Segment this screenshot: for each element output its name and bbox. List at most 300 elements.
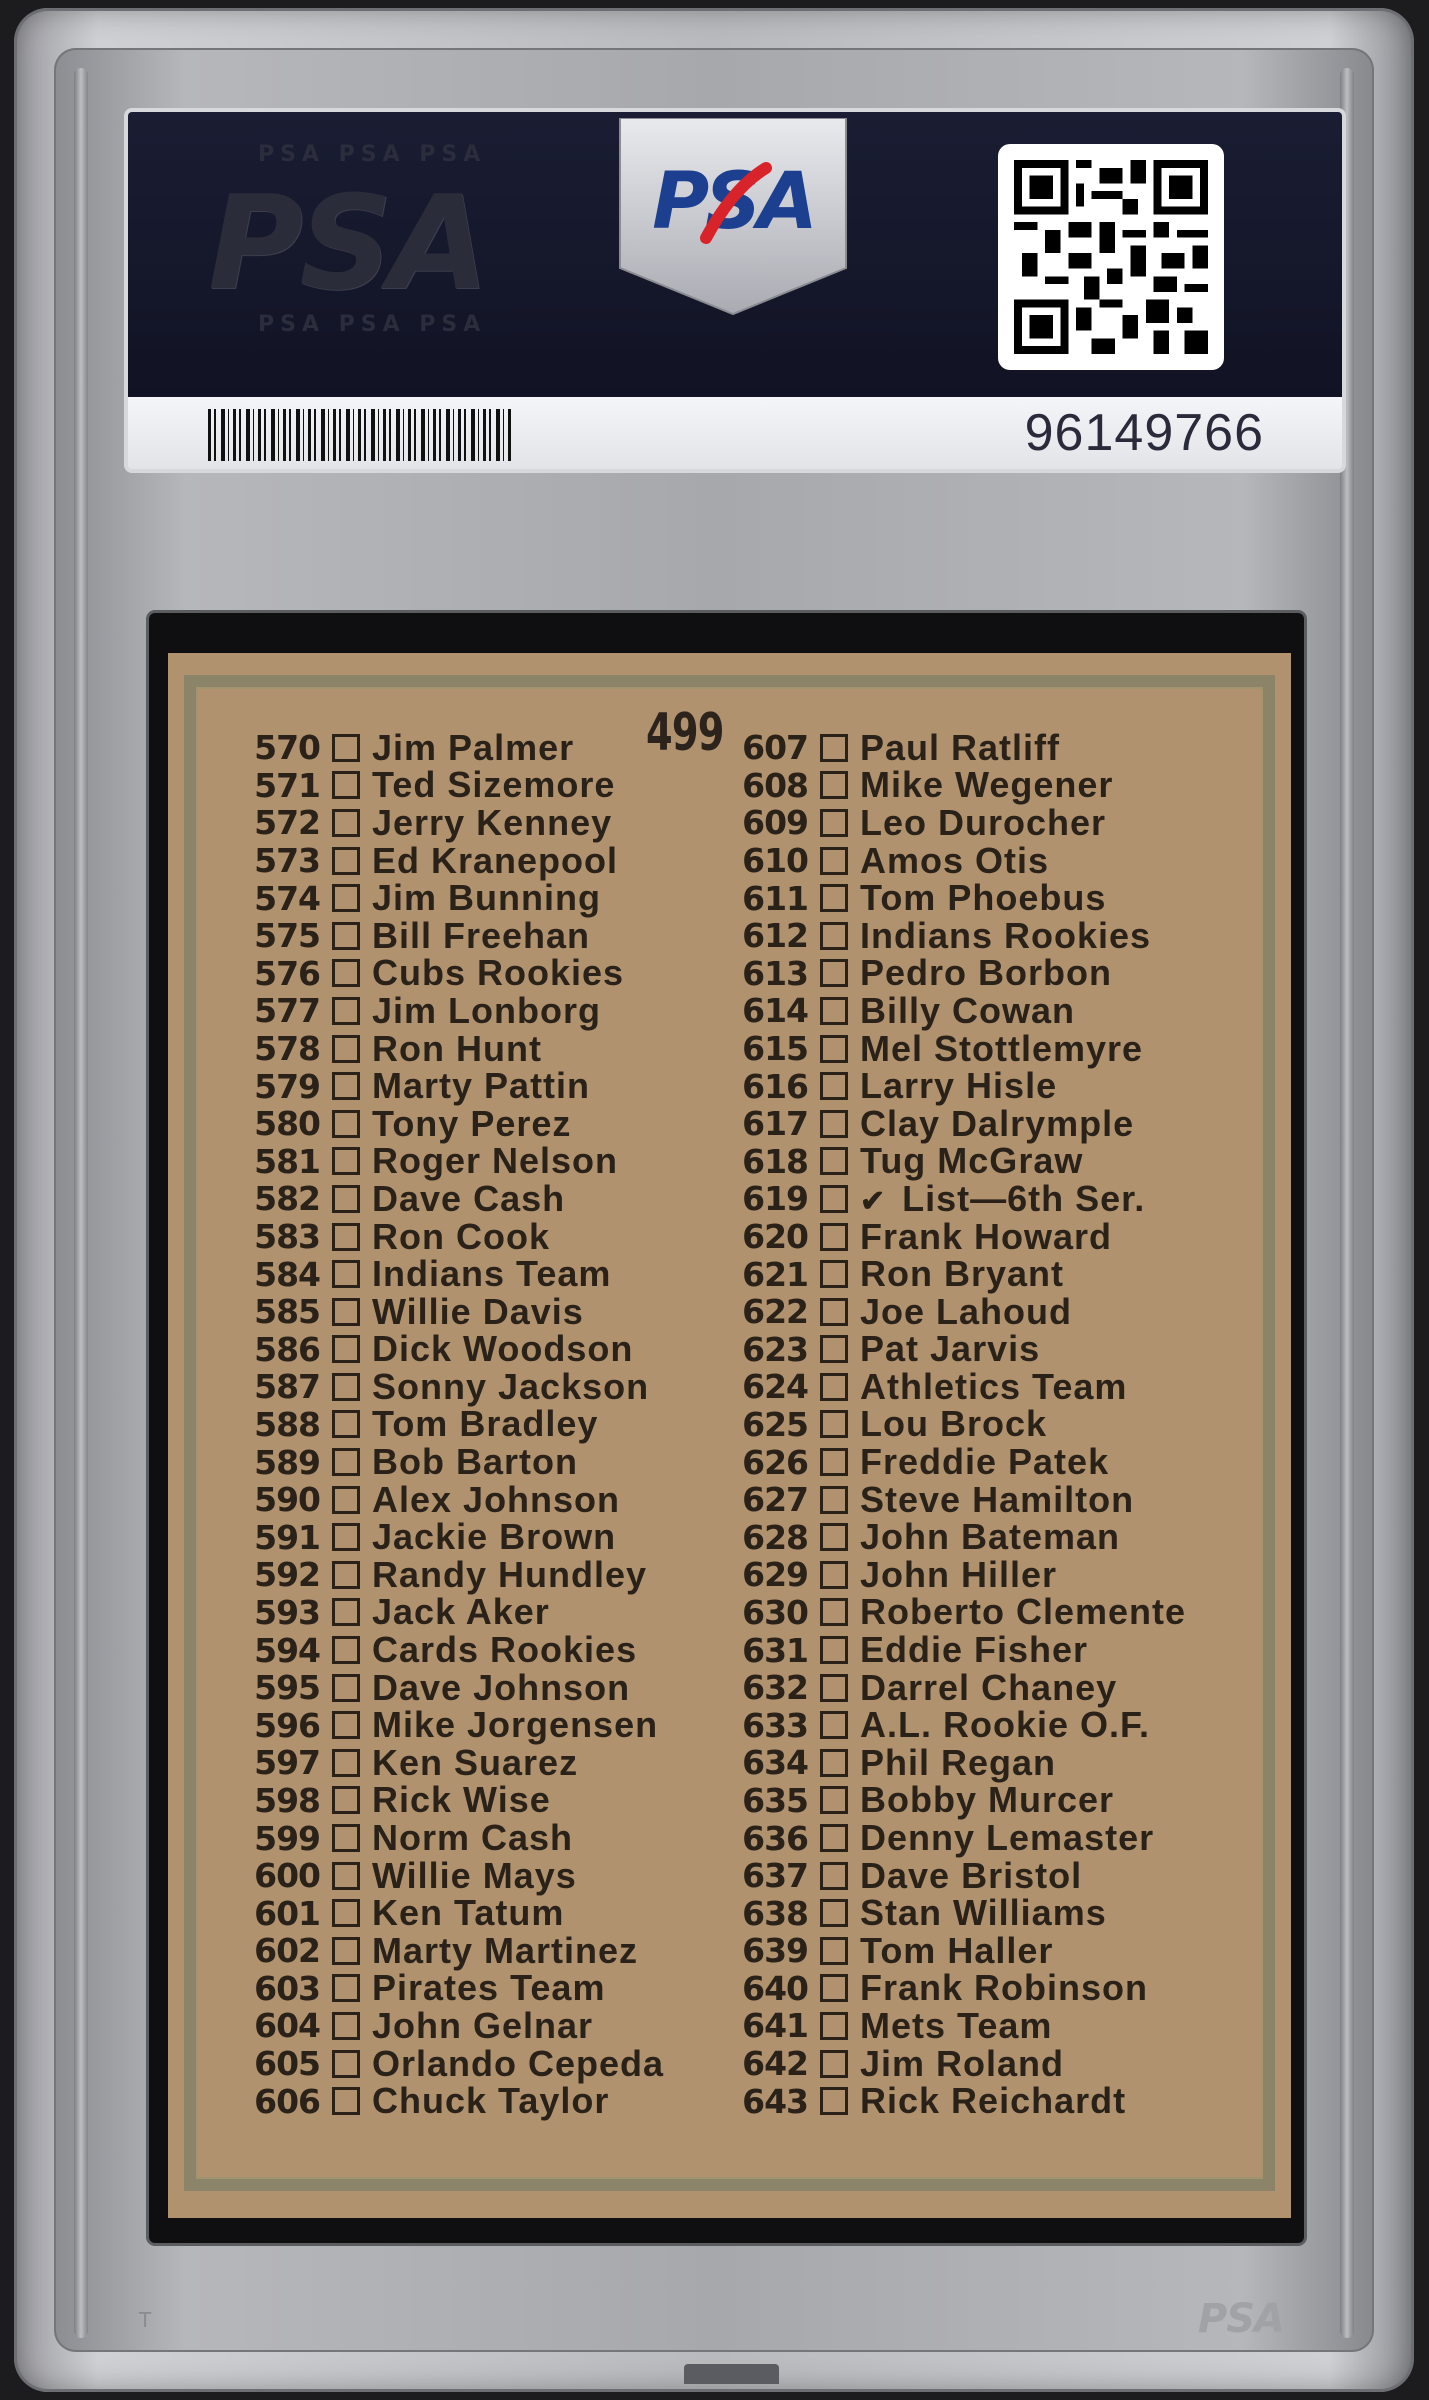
checklist-player-name: Mets Team <box>860 2004 1053 2046</box>
checklist-number: 606 <box>254 2081 320 2121</box>
checklist-row <box>736 801 1186 843</box>
checklist-row <box>248 1328 664 1370</box>
checkbox-icon <box>820 1410 848 1438</box>
cert-number: 96149766 <box>1024 404 1264 462</box>
checklist-player-name: Chuck Taylor <box>372 2080 610 2122</box>
checklist-player-name: Marty Pattin <box>372 1065 591 1107</box>
checklist-number: 629 <box>742 1555 808 1595</box>
checklist-number: 586 <box>254 1329 320 1369</box>
checklist-row <box>736 1365 1186 1407</box>
checklist-row <box>248 1591 664 1633</box>
slab-rail-left <box>74 68 88 2338</box>
checklist-row <box>248 1290 664 1332</box>
checklist-number: 622 <box>742 1292 808 1332</box>
checkbox-icon <box>332 1937 360 1965</box>
checklist-number: 590 <box>254 1480 320 1520</box>
checklist-player-name: Tom Haller <box>860 1929 1054 1971</box>
checklist-row <box>736 1027 1186 1069</box>
checklist-player-name-text: List—6th Ser. <box>902 1177 1146 1219</box>
checklist-number: 638 <box>742 1893 808 1933</box>
checklist-row <box>736 1967 1186 2009</box>
checklist-row <box>248 1929 664 1971</box>
checkbox-icon <box>820 1147 848 1175</box>
checklist-player-name: Dave Johnson <box>372 1666 631 1708</box>
checkbox-icon <box>332 1448 360 1476</box>
checklist-player-name: John Hiller <box>860 1553 1058 1595</box>
checklist-column-right <box>736 726 1187 2122</box>
checklist-row <box>736 1403 1186 1445</box>
checklist-player-name: John Gelnar <box>372 2004 594 2046</box>
checklist-number: 642 <box>742 2044 808 2084</box>
checklist-number: 579 <box>254 1066 320 1106</box>
checklist-player-name: Ron Hunt <box>372 1027 542 1069</box>
checkbox-icon <box>332 1110 360 1138</box>
checkbox-icon <box>820 884 848 912</box>
checklist-number: 618 <box>742 1141 808 1181</box>
checklist-player-name: Jerry Kenney <box>372 801 613 843</box>
checkbox-icon <box>332 1749 360 1777</box>
checklist-player-name: Ken Tatum <box>372 1892 565 1934</box>
checklist-player-name: Phil Regan <box>860 1741 1057 1783</box>
checkbox-icon <box>332 1899 360 1927</box>
checkbox-icon <box>820 1711 848 1739</box>
checklist-number: 593 <box>254 1592 320 1632</box>
checklist-player-name: Cards Rookies <box>372 1629 638 1671</box>
checklist-row <box>736 1140 1186 1182</box>
checklist-row <box>736 764 1186 806</box>
checklist-player-name: Steve Hamilton <box>860 1478 1135 1520</box>
checklist-number: 623 <box>742 1329 808 1369</box>
checkbox-icon <box>820 1786 848 1814</box>
checklist-player-name: Mike Wegener <box>860 764 1114 806</box>
checklist-player-name: Willie Davis <box>372 1290 584 1332</box>
checkbox-icon <box>332 1223 360 1251</box>
checkbox-icon <box>332 1260 360 1288</box>
checklist-number: 605 <box>254 2044 320 2084</box>
checklist-row <box>736 1478 1186 1520</box>
checklist-card <box>168 653 1291 2218</box>
checklist-player-name: Tom Phoebus <box>860 877 1107 919</box>
checkbox-icon <box>820 922 848 950</box>
checklist-player-name: Jim Roland <box>860 2042 1065 2084</box>
psa-slab <box>14 8 1414 2392</box>
checklist-row <box>248 801 664 843</box>
checklist-number: 641 <box>742 2006 808 2046</box>
checklist-number: 604 <box>254 2006 320 2046</box>
checklist-row <box>248 1518 664 1556</box>
checkbox-icon <box>332 922 360 950</box>
checkbox-icon <box>820 1448 848 1476</box>
checklist-number: 608 <box>742 765 808 805</box>
checklist-column-left <box>248 726 665 2122</box>
checklist-player-name: Indians Rookies <box>860 914 1152 956</box>
checklist-number: 621 <box>742 1254 808 1294</box>
checkbox-icon <box>332 1298 360 1326</box>
checklist-player-name: Roberto Clemente <box>860 1591 1187 1633</box>
checkmark-icon: ✔ <box>860 1184 887 1218</box>
checklist-number: 578 <box>254 1029 320 1069</box>
checklist-row <box>736 879 1186 917</box>
checklist-row <box>736 1067 1186 1105</box>
checklist-number: 603 <box>254 1968 320 2008</box>
checkbox-icon <box>332 1410 360 1438</box>
checklist-number: 595 <box>254 1668 320 1708</box>
checklist-row <box>736 1779 1186 1821</box>
checklist-number: 635 <box>742 1780 808 1820</box>
checklist-player-name: Leo Durocher <box>860 801 1107 843</box>
checklist-row <box>736 1854 1186 1896</box>
checklist-row <box>736 1177 1186 1219</box>
checklist-player-name: Frank Robinson <box>860 1967 1149 2009</box>
checklist-player-name: Pat Jarvis <box>860 1328 1041 1370</box>
checkbox-icon <box>332 2050 360 2078</box>
checklist-player-name: Amos Otis <box>860 839 1050 881</box>
checkbox-icon <box>332 997 360 1025</box>
checklist-number: 570 <box>254 728 320 768</box>
checklist-number: 598 <box>254 1780 320 1820</box>
checkbox-icon <box>820 1636 848 1664</box>
checklist-player-name: Jack Aker <box>372 1591 550 1633</box>
psa-watermark-small-bottom: PSA PSA PSA <box>258 312 487 337</box>
checklist-player-name: Darrel Chaney <box>860 1666 1118 1708</box>
checklist-player-name: Eddie Fisher <box>860 1629 1089 1671</box>
checklist-number: 591 <box>254 1517 320 1557</box>
checklist-number: 607 <box>742 728 808 768</box>
checklist-number: 581 <box>254 1141 320 1181</box>
checklist-row <box>248 1854 664 1896</box>
checklist-number: 582 <box>254 1179 320 1219</box>
checklist-row <box>736 1706 1186 1744</box>
checklist-player-name: Ted Sizemore <box>372 764 616 806</box>
checkbox-icon <box>820 1486 848 1514</box>
checklist-player-name: Joe Lahoud <box>860 1290 1073 1332</box>
checklist-row <box>736 1819 1186 1857</box>
checklist-row <box>248 1140 664 1182</box>
checklist-number: 592 <box>254 1555 320 1595</box>
checklist-number: 632 <box>742 1668 808 1708</box>
checklist-player-name: Marty Martinez <box>372 1929 639 1971</box>
checklist-number: 599 <box>254 1818 320 1858</box>
label-footer <box>128 397 1342 473</box>
checkbox-icon <box>332 1862 360 1890</box>
checklist-row <box>248 726 664 768</box>
checkbox-icon <box>820 1072 848 1100</box>
checkbox-icon <box>332 1674 360 1702</box>
checklist-player-name: Jackie Brown <box>372 1516 617 1558</box>
checklist-player-name: Sonny Jackson <box>372 1365 650 1407</box>
checklist-number: 585 <box>254 1292 320 1332</box>
checklist-number: 633 <box>742 1705 808 1745</box>
checklist-row <box>736 726 1186 768</box>
checkbox-icon <box>332 1974 360 2002</box>
checklist-number: 584 <box>254 1254 320 1294</box>
checklist-number: 627 <box>742 1480 808 1520</box>
checklist-player-name: A.L. Rookie O.F. <box>860 1704 1151 1746</box>
checkbox-icon <box>332 1486 360 1514</box>
checklist-player-name: Ken Suarez <box>372 1741 579 1783</box>
checklist-player-name: Stan Williams <box>860 1892 1107 1934</box>
checklist-row <box>248 1365 664 1407</box>
checkbox-icon <box>820 1185 848 1213</box>
svg-text:PSA: PSA <box>652 157 814 247</box>
checkbox-icon <box>820 2087 848 2115</box>
checklist-player-name: John Bateman <box>860 1516 1121 1558</box>
checklist-row <box>248 1741 664 1783</box>
label-header <box>128 112 1342 397</box>
checklist-row <box>736 1631 1186 1669</box>
checklist-number: 620 <box>742 1217 808 1257</box>
checklist-number: 601 <box>254 1893 320 1933</box>
checklist-number: 600 <box>254 1856 320 1896</box>
checklist-row <box>248 1102 664 1144</box>
checklist-player-name: Pedro Borbon <box>860 952 1112 994</box>
checklist-player-name: Dick Woodson <box>372 1328 634 1370</box>
checklist-number: 575 <box>254 916 320 956</box>
checkbox-icon <box>820 1223 848 1251</box>
checkbox-icon <box>332 1636 360 1664</box>
checkbox-icon <box>332 809 360 837</box>
checklist-number: 634 <box>742 1743 808 1783</box>
checklist-row <box>248 764 664 806</box>
checklist-number: 619 <box>742 1179 808 1219</box>
psa-shield-icon <box>618 118 848 318</box>
checklist-row <box>736 1443 1186 1481</box>
checklist-number: 588 <box>254 1404 320 1444</box>
checklist-row <box>248 879 664 917</box>
checklist-player-name: Dave Bristol <box>860 1854 1083 1896</box>
checklist-number: 583 <box>254 1217 320 1257</box>
checklist-row <box>248 1819 664 1857</box>
checklist-number: 640 <box>742 1968 808 2008</box>
checklist-row <box>248 1706 664 1744</box>
checklist-number: 576 <box>254 953 320 993</box>
checklist-player-name: Bobby Murcer <box>860 1779 1115 1821</box>
checklist-number: 612 <box>742 916 808 956</box>
checklist-row <box>736 1929 1186 1971</box>
checklist-row <box>248 1779 664 1821</box>
checkbox-icon <box>332 1786 360 1814</box>
checklist-row <box>248 1027 664 1069</box>
checklist-number: 572 <box>254 803 320 843</box>
checklist-player-name: Ed Kranepool <box>372 839 619 881</box>
checklist-number: 602 <box>254 1931 320 1971</box>
checklist-player-name: Tony Perez <box>372 1102 572 1144</box>
checkbox-icon <box>332 1523 360 1551</box>
checkbox-icon <box>820 1598 848 1626</box>
checklist-row <box>736 1290 1186 1332</box>
checklist-row <box>248 1666 664 1708</box>
checklist-player-name: Frank Howard <box>860 1215 1113 1257</box>
checkbox-icon <box>820 1373 848 1401</box>
slab-bottom-psa-logo: PSA <box>1197 2296 1284 2342</box>
checklist-row <box>736 1328 1186 1370</box>
checklist-number: 631 <box>742 1630 808 1670</box>
checklist-row <box>736 1894 1186 1932</box>
checkbox-icon <box>820 1523 848 1551</box>
checklist-player-name: Norm Cash <box>372 1817 574 1859</box>
checklist-row <box>248 2042 665 2084</box>
checklist-player-name: Bob Barton <box>372 1441 578 1483</box>
checklist-player-name: Roger Nelson <box>372 1140 619 1182</box>
checklist-player-name: Rick Wise <box>372 1779 551 1821</box>
checklist-number: 639 <box>742 1931 808 1971</box>
checkbox-icon <box>332 1185 360 1213</box>
checkbox-icon <box>820 1298 848 1326</box>
checklist-row <box>736 1591 1187 1633</box>
checklist-player-name: Billy Cowan <box>860 989 1076 1031</box>
checklist-player-name: Orlando Cepeda <box>372 2042 665 2084</box>
checkbox-icon <box>820 2012 848 2040</box>
psa-watermark-logo: PSA <box>208 167 486 319</box>
checklist-number: 628 <box>742 1517 808 1557</box>
checklist-player-name: Indians Team <box>372 1253 612 1295</box>
checklist-row <box>736 1666 1186 1708</box>
checkbox-icon <box>332 884 360 912</box>
checklist-number: 573 <box>254 841 320 881</box>
checklist-number: 624 <box>742 1367 808 1407</box>
checklist-player-name: Dave Cash <box>372 1177 566 1219</box>
checkbox-icon <box>820 1974 848 2002</box>
checkbox-icon <box>820 1937 848 1965</box>
checklist-player-name: Pirates Team <box>372 1967 606 2009</box>
checklist-player-name: Jim Lonborg <box>372 989 601 1031</box>
checklist-number: 616 <box>742 1066 808 1106</box>
checkbox-icon <box>820 1862 848 1890</box>
checklist-number: 594 <box>254 1630 320 1670</box>
checklist-row <box>248 1177 664 1219</box>
checklist-player-name: Denny Lemaster <box>860 1817 1155 1859</box>
checklist-row <box>736 1518 1186 1556</box>
checklist-row <box>248 2004 664 2046</box>
checklist-number: 613 <box>742 953 808 993</box>
checklist-row <box>736 1215 1186 1257</box>
checklist-number: 611 <box>742 878 808 918</box>
checkbox-icon <box>332 1561 360 1589</box>
checklist-player-name: Tom Bradley <box>372 1403 599 1445</box>
checklist-number: 617 <box>742 1104 808 1144</box>
checklist-row <box>248 1967 664 2009</box>
checklist-number: 577 <box>254 991 320 1031</box>
checklist-player-name: Ron Cook <box>372 1215 550 1257</box>
checklist-player-name: Bill Freehan <box>372 914 591 956</box>
checkbox-icon <box>332 1598 360 1626</box>
checklist-player-name: Freddie Patek <box>860 1441 1110 1483</box>
checklist-row <box>248 1067 664 1105</box>
slab-bottom-tab <box>684 2364 779 2384</box>
checklist-player-name: Lou Brock <box>860 1403 1048 1445</box>
checklist-number: 625 <box>742 1404 808 1444</box>
checklist-number: 589 <box>254 1442 320 1482</box>
checklist-row <box>248 952 664 994</box>
checklist-player-name: Rick Reichardt <box>860 2080 1127 2122</box>
checklist-row <box>736 2004 1186 2046</box>
checkbox-icon <box>820 997 848 1025</box>
checklist-player-name: Willie Mays <box>372 1854 577 1896</box>
checklist-number: 574 <box>254 878 320 918</box>
checklist-number: 637 <box>742 1856 808 1896</box>
checkbox-icon <box>820 734 848 762</box>
trademark-mark: T <box>139 2308 152 2332</box>
checkbox-icon <box>332 1711 360 1739</box>
checklist-player-name: Jim Palmer <box>372 726 575 768</box>
checklist-number: 571 <box>254 765 320 805</box>
checklist-number: 643 <box>742 2081 808 2121</box>
checklist-row <box>248 1894 664 1932</box>
checkbox-icon <box>332 1035 360 1063</box>
checklist-row <box>248 839 664 881</box>
checklist-row <box>248 1478 664 1520</box>
checklist-number: 636 <box>742 1818 808 1858</box>
checklist-number: 610 <box>742 841 808 881</box>
checklist-player-name: Alex Johnson <box>372 1478 621 1520</box>
checkbox-icon <box>820 2050 848 2078</box>
checkbox-icon <box>820 1561 848 1589</box>
checkbox-icon <box>332 1147 360 1175</box>
checkbox-icon <box>820 1824 848 1852</box>
checkbox-icon <box>820 1749 848 1777</box>
qr-code-icon <box>998 144 1224 370</box>
checklist-player-name: Jim Bunning <box>372 877 601 919</box>
checklist-number: 580 <box>254 1104 320 1144</box>
checklist-number: 587 <box>254 1367 320 1407</box>
checklist-row <box>736 1741 1186 1783</box>
checklist-row <box>248 1443 664 1481</box>
checklist-player-name: Athletics Team <box>860 1365 1128 1407</box>
checkbox-icon <box>332 1824 360 1852</box>
checklist-player-name: Cubs Rookies <box>372 952 625 994</box>
checklist-number: 609 <box>742 803 808 843</box>
checklist-row <box>736 989 1186 1031</box>
checklist-player-name: Ron Bryant <box>860 1253 1065 1295</box>
checkbox-icon <box>332 2087 360 2115</box>
checklist-player-name <box>860 1178 1145 1220</box>
checklist-row <box>248 914 664 956</box>
checklist-row <box>736 2042 1186 2084</box>
checklist-number: 630 <box>742 1592 808 1632</box>
checklist-player-name: Tug McGraw <box>860 1140 1084 1182</box>
checklist-number: 596 <box>254 1705 320 1745</box>
checklist-row <box>248 2082 664 2120</box>
checkbox-icon <box>332 1373 360 1401</box>
checklist-player-name: Mel Stottlemyre <box>860 1027 1144 1069</box>
checklist-row <box>248 989 664 1031</box>
checkbox-icon <box>332 2012 360 2040</box>
checklist-number: 597 <box>254 1743 320 1783</box>
checkbox-icon <box>332 1072 360 1100</box>
psa-watermark-small-top: PSA PSA PSA <box>258 142 487 167</box>
checkbox-icon <box>820 1110 848 1138</box>
checklist-player-name: Randy Hundley <box>372 1553 648 1595</box>
checklist-row <box>248 1403 664 1445</box>
checklist-row <box>736 1255 1186 1293</box>
checkbox-icon <box>332 959 360 987</box>
checkbox-icon <box>332 771 360 799</box>
checkbox-icon <box>332 1335 360 1363</box>
checkbox-icon <box>820 1335 848 1363</box>
checklist-row <box>736 1553 1186 1595</box>
checkbox-icon <box>820 771 848 799</box>
checkbox-icon <box>820 1035 848 1063</box>
checkbox-icon <box>332 734 360 762</box>
checkbox-icon <box>820 1674 848 1702</box>
checklist-row <box>736 839 1186 881</box>
checklist-row <box>736 914 1186 956</box>
checkbox-icon <box>820 1899 848 1927</box>
checkbox-icon <box>820 1260 848 1288</box>
checklist-row <box>736 2082 1186 2120</box>
checklist-player-name: Clay Dalrymple <box>860 1102 1135 1144</box>
checklist-number: 614 <box>742 991 808 1031</box>
